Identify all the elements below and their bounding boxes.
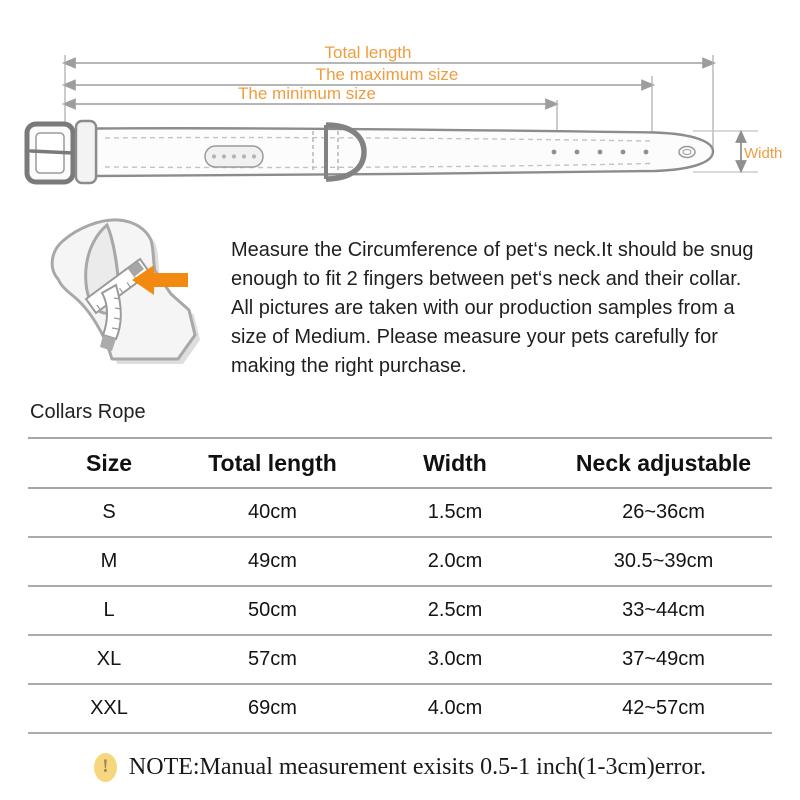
- cell-total-length: 57cm: [248, 648, 297, 670]
- guide-line: size of Medium. Please measure your pets carefully for: [231, 326, 718, 348]
- table-row: [28, 635, 772, 684]
- maximum-size-label: The maximum size: [315, 65, 459, 84]
- cell-neck: 33~44cm: [622, 599, 705, 621]
- dog-illustration: [28, 207, 218, 392]
- guide-line: All pictures are taken with our production samples from a: [231, 297, 735, 319]
- col-header-neck-adjustable: Neck adjustable: [575, 449, 752, 476]
- measuring-guide-text: [231, 236, 771, 381]
- buckle: [27, 124, 73, 182]
- size-table-section: [28, 400, 772, 734]
- cell-neck: 30.5~39cm: [613, 550, 714, 572]
- note-text: NOTE:Manual measurement exisits 0.5-1 inch(1-3cm)error.: [128, 753, 707, 780]
- table-row: [28, 537, 772, 586]
- cell-total-length: 69cm: [248, 697, 297, 719]
- table-row: [28, 586, 772, 635]
- cell-neck: 42~57cm: [622, 697, 705, 719]
- cell-total-length: 50cm: [248, 599, 297, 621]
- table-title: Collars Rope: [30, 401, 146, 423]
- cell-width: 2.5cm: [427, 599, 483, 621]
- cell-total-length: 49cm: [248, 550, 297, 572]
- cell-neck: 26~36cm: [622, 501, 705, 523]
- total-length-label: Total length: [324, 43, 412, 62]
- guide-line: making the right purchase.: [231, 355, 467, 377]
- cell-width: 4.0cm: [427, 697, 483, 719]
- col-header-size: Size: [85, 449, 133, 476]
- collar-strap: [96, 128, 713, 176]
- exclamation-icon: !: [94, 753, 117, 782]
- guide-line: enough to fit 2 fingers between pet‘s neck and their collar.: [231, 268, 742, 290]
- brand-plate: [205, 146, 263, 167]
- collar-illustration: [0, 0, 800, 205]
- cell-width: 3.0cm: [427, 648, 483, 670]
- col-header-width: Width: [423, 449, 487, 476]
- col-header-total-length: Total length: [208, 449, 337, 476]
- cell-total-length: 40cm: [248, 501, 297, 523]
- cell-width: 2.0cm: [427, 550, 483, 572]
- cell-size: M: [100, 550, 118, 572]
- table-header-row: [28, 438, 772, 488]
- width-label: Width: [744, 145, 783, 162]
- cell-width: 1.5cm: [427, 501, 483, 523]
- guide-line: Measure the Circumference of pet‘s neck.It should be snug: [231, 239, 754, 261]
- note-bar: [0, 746, 800, 788]
- cell-size: XXL: [90, 697, 128, 719]
- collar-measurement-diagram: [0, 0, 800, 205]
- cell-neck: 37~49cm: [622, 648, 705, 670]
- table-row: [28, 488, 772, 537]
- size-table: [28, 437, 772, 734]
- minimum-size-label: The minimum size: [238, 84, 376, 103]
- table-row: [28, 684, 772, 733]
- cell-size: S: [102, 501, 116, 523]
- measuring-instructions-section: [0, 205, 800, 400]
- keeper-loop: [76, 121, 96, 183]
- cell-size: L: [103, 599, 115, 621]
- cell-size: XL: [96, 648, 122, 670]
